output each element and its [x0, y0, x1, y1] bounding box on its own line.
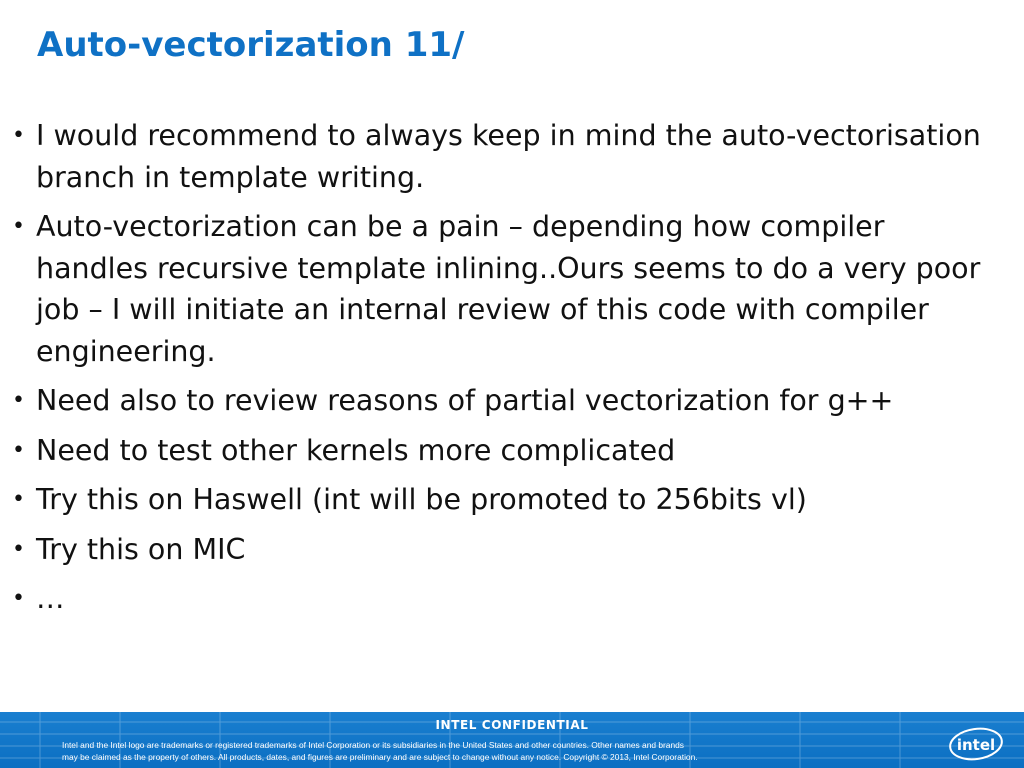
- bullet-text: Need also to review reasons of partial vectorization for g++: [36, 384, 894, 417]
- intel-logo-icon: [948, 725, 1004, 763]
- bullet-item: [12, 380, 987, 422]
- bullet-list: [12, 115, 987, 628]
- logo-wordmark: intel: [956, 736, 996, 754]
- bullet-item: [12, 578, 987, 620]
- bullet-item: [12, 115, 987, 198]
- bullet-glyph: •: [12, 437, 25, 463]
- bullet-glyph: •: [12, 123, 25, 148]
- bullet-glyph: •: [12, 388, 25, 413]
- bullet-text: Auto-vectorization can be a pain – depending how compiler handles recursive template inlining..Ours seems to do a very poor job – I will initiate an internal review of this code with compiler engineering.: [36, 210, 981, 368]
- bullet-glyph: •: [12, 214, 25, 239]
- bullet-item: [12, 529, 987, 571]
- confidential-label: INTEL CONFIDENTIAL: [435, 718, 589, 732]
- bullet-glyph: •: [12, 487, 25, 512]
- slide-title: Auto-vectorization 11/: [37, 25, 465, 65]
- bullet-text: Try this on Haswell (int will be promoted to 256bits vl): [36, 483, 807, 516]
- bullet-item: [12, 430, 987, 472]
- legal-notice: [62, 740, 822, 763]
- legal-line: may be claimed as the property of others. All products, dates, and figures are preliminary and are subject to change without any notice. Copyright © 2013, Intel Corporation.: [62, 751, 698, 762]
- bullet-item: [12, 479, 987, 521]
- footer-bar: [0, 712, 1024, 768]
- bullet-text: Try this on MIC: [36, 532, 246, 566]
- bullet-item: [12, 206, 987, 372]
- bullet-text: I would recommend to always keep in mind the auto-vectorisation branch in template writing.: [36, 119, 981, 194]
- bullet-text: …: [36, 582, 65, 615]
- bullet-glyph: •: [12, 586, 25, 611]
- bullet-glyph: •: [12, 536, 25, 562]
- bullet-text: Need to test other kernels more complicated: [36, 433, 676, 467]
- legal-line: Intel and the Intel logo are trademarks or registered trademarks of Intel Corporation or its subsidiaries in the United States and other countries. Other names and brands: [62, 740, 684, 750]
